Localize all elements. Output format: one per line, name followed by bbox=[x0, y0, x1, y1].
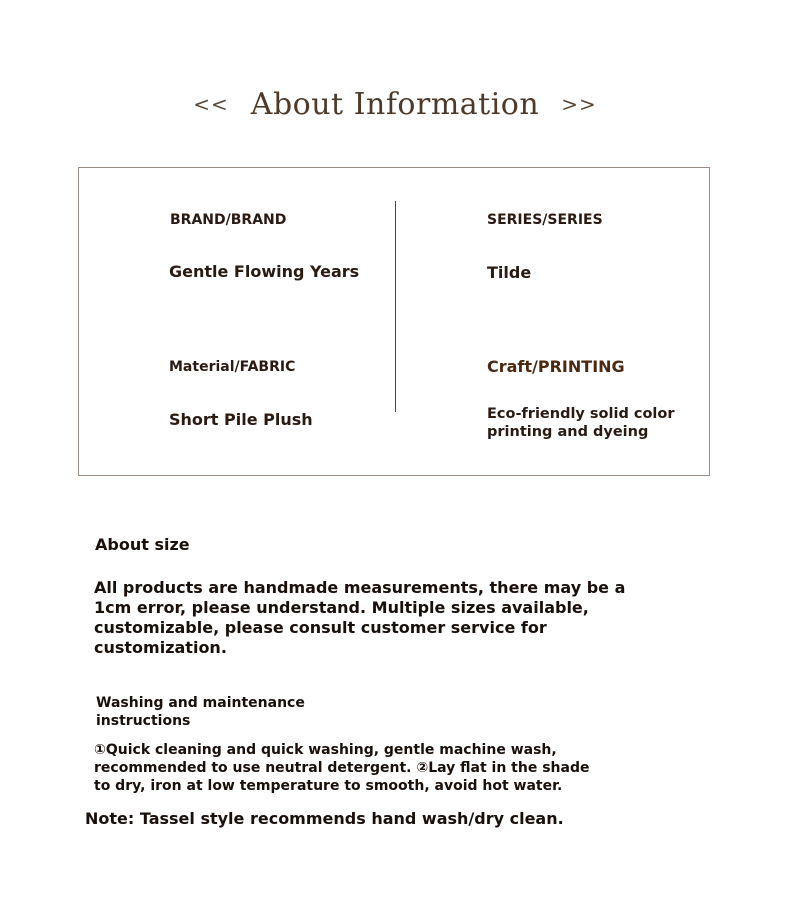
right-chevrons: >> bbox=[561, 92, 597, 116]
about-size-title: About size bbox=[95, 535, 190, 554]
series-label: SERIES/SERIES bbox=[487, 212, 603, 228]
column-divider bbox=[395, 201, 396, 412]
craft-value: Eco-friendly solid color printing and dyeing bbox=[487, 406, 675, 440]
washing-title: Washing and maintenance instructions bbox=[96, 695, 305, 729]
left-chevrons: << bbox=[193, 92, 229, 116]
note-text: Note: Tassel style recommends hand wash/dry clean. bbox=[85, 809, 564, 828]
product-info-box bbox=[78, 167, 710, 476]
section-header bbox=[0, 84, 790, 124]
craft-label: Craft/PRINTING bbox=[487, 357, 625, 376]
washing-text: ①Quick cleaning and quick washing, gentle machine wash, recommended to use neutral detergent. ②Lay flat in the shade to dry, iron at low temperature to smooth, avoid hot water. bbox=[94, 742, 590, 794]
material-value: Short Pile Plush bbox=[169, 410, 313, 429]
material-label: Material/FABRIC bbox=[169, 359, 296, 375]
page-title: About Information bbox=[250, 86, 540, 122]
series-value: Tilde bbox=[487, 263, 532, 282]
about-size-text: All products are handmade measurements, there may be a 1cm error, please understand. Multiple sizes available, customizable, please consult customer service for customization. bbox=[94, 578, 626, 657]
brand-label: BRAND/BRAND bbox=[170, 212, 287, 228]
brand-value: Gentle Flowing Years bbox=[169, 262, 360, 281]
